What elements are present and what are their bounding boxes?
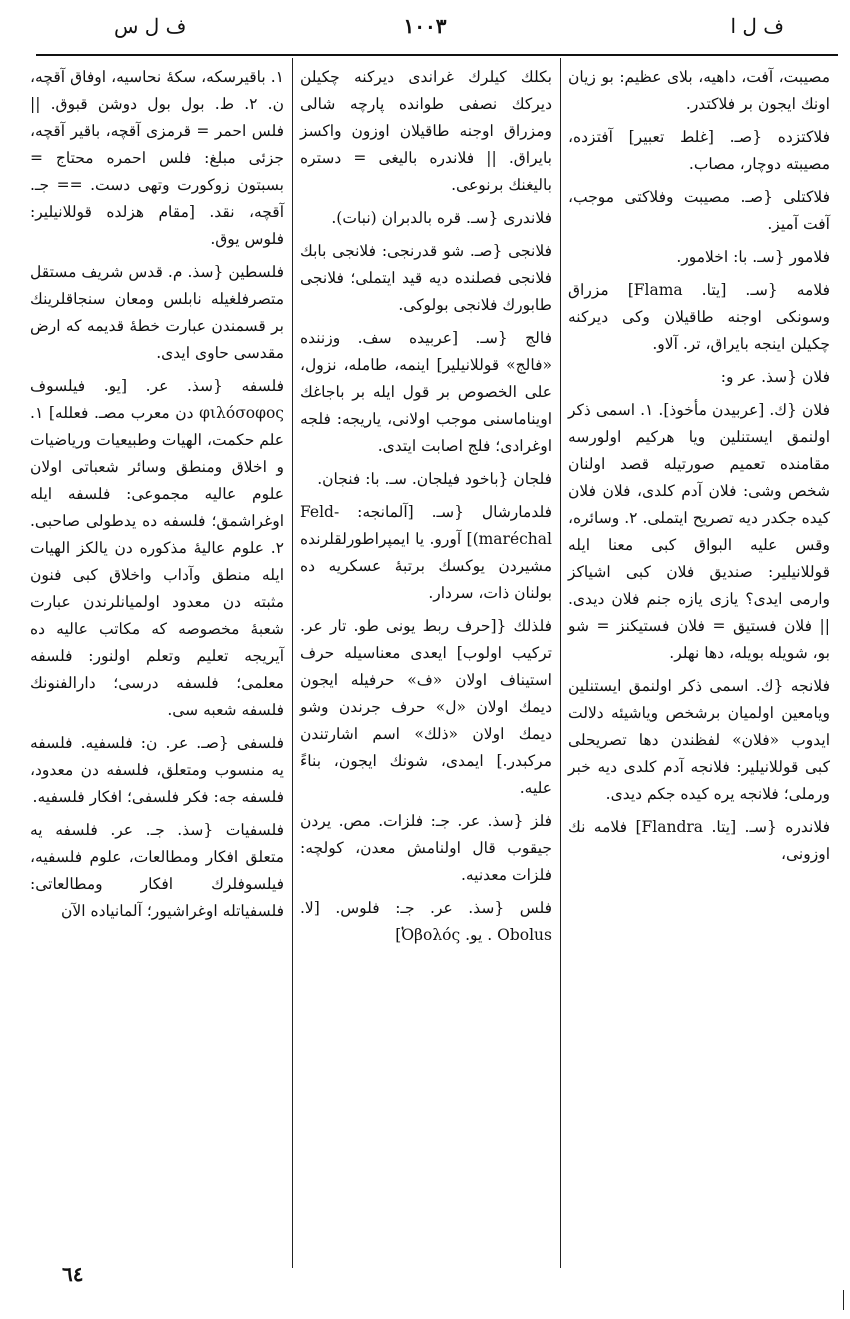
entry: فلدمارشال {سـ. [آلمانجه: Feld- (maréchal] آورو. يا ايمپراطورلقلرنده مشيردن يوكسك برتبهٔ عسكريه ده بولنان ذات، سردار. <box>300 503 552 602</box>
entry: فلاندره {سـ. [يتا. Flandra] فلامه نك اوزونى، <box>568 818 830 863</box>
entry: فلان {سذ. عر و: <box>720 368 830 386</box>
entry: فلانجه {ك. اسمى ذكر اولنمق ايستنلين ويامعين اولميان برشخص وياشيئه دلالت ايدوب «فلان» لفظندن دها تصريحلى كبى قوللانيلير: فلانجه آدم كلدى ديه خبر ورملى؛ فلانجه يره كيده جكم ديدى. <box>568 677 830 803</box>
page-edge-mark <box>843 1290 844 1310</box>
entry: فلسفى {صـ. عر. ن: فلسفيه. فلسفه يه منسوب ومتعلق، فلسفه دن معدود، فلسفه جه: فكر فلسفى؛ افكار فلسفيه. <box>30 734 284 806</box>
entry: فالج {سـ. [عربيده سف. وزننده «فالج» قوللانيلير] اينمه، طامله، نزول، على الخصوص بر قول ايله بر باجاغك اويناماسنى موجب اولانى، ياريجه: فلجه اوغرادى؛ فلج اصابت ايتدى. <box>300 329 552 455</box>
entry: فلس {سذ. عر. جـ: فلوس. [لا. Obolus . يو. Ὀβολός] <box>300 899 552 944</box>
header-rule <box>36 54 838 56</box>
column-left <box>30 64 284 931</box>
column-separator <box>292 58 293 1268</box>
entry: فلان {ك. [عربيدن مأخوذ]. ١. اسمى ذكر اولنمق ايستنلين ويا هركيم اولورسه مقامنده تعميم صورتيله قصد اولنان شخص وشى: فلان آدم كلدى، فلان فلان كيده جكدر ديه تصريح ايتملى. ٢. وسائره، وقس عليه البواق كبى معنا ايله قوللانيلير: صنديق فلان كبى اشياكز وارمى ايدى؟ يازى يازه جنم فلان ديدى. || فلان فستيق = فلان فستيكنز = شو بو، شويله بويله، دها نهلر. <box>568 401 830 662</box>
entry: فلانجى {صـ. شو قدرنجى: فلانجى بابك فلانجى فصلنده ديه قيد ايتملى؛ فلانجى طابورك فلانجى بولوكى. <box>300 242 552 314</box>
entry: فلاكتلى {صـ. مصيبت وفلاكتى موجب، آفت آميز. <box>568 188 830 233</box>
entry: فلسفه {سذ. عر. [يو. فيلسوف φιλόσοφος دن معرب مصـ. فعلله] ١. علم حكمت، الهيات وطبيعيات ورياضيات و اخلاق ومنطق وسائر شعباتى اولان علوم عاليه مجموعى: فلسفه ايله اوغراشمق؛ فلسفه ده يدطولى صاحبى. ٢. علوم عاليهٔ مذكوره دن يالكز الهيات ايله منطق وآداب واخلاق كبى فنون مثبته دن معدود اولميانلرندن عبارت شعبهٔ مخصوصه كه مكاتب عاليه ده آيريجه تعليم وتعلم اولنور: فلسفه معلمى؛ فلسفه درسى؛ دارالفنونك فلسفه شعبه سى. <box>30 377 284 719</box>
entry: بكلك كيلرك غراندى ديركنه چكيلن ديركك نصفى طوانده پارچه شالى ومزراق اوجنه طاقيلان اوزون واكسز بايراق. || فلاندره باليغى = دستره باليغنك برنوعى. <box>300 68 552 194</box>
entry: فلاكتزده {صـ. [غلط تعبير] آفتزده، مصيبته دوچار، مصاب. <box>568 128 830 173</box>
page-number: ١٠٠٣ <box>403 14 447 38</box>
entry: مصيبت، آفت، داهيه، بلاى عظيم: بو زيان اونك ايجون بر فلاكتدر. <box>568 68 830 113</box>
running-header <box>36 14 814 48</box>
entry: ١. باقيرسكه، سكهٔ نحاسيه، اوفاق آقچه، ن. ٢. ط. بول بول دوشن قبوق. || فلس احمر = قرمزى آقچه، باقير آقچه، جزئى مبلغ: فلس احمره محتاج = بسبتون زوكورت وتهى دست. == جـ. آقچه، نقد. [مقام هزلده قوللانيلير: فلوس يوق. <box>30 68 284 248</box>
entry: فلذلك {[حرف ربط يونى طو. تار عر. تركيب اولوب] ايعدى معناسيله حرف استيناف اولان «ف» حرفيله ايجون ديمك اولان «ل» حرف جرندن وشو ديمك اولان «ذلك» اسم اشارتندن مركبدر.] ايمدى، شونك ايجون، بناءً عليه. <box>300 617 552 797</box>
entry: فلسفيات {سذ. جـ. عر. فلسفه يه متعلق افكار ومطالعات، علوم فلسفيه، فيلسوفلرك افكار ومطالعاتى: فلسفياتله اوغراشيور؛ آلمانياده الآن <box>30 821 284 920</box>
entry: فلامور {سـ. با: اخلامور. <box>676 248 830 266</box>
entry: فلاندرى {سـ. قره بالدبران (نبات). <box>331 209 552 227</box>
column-separator <box>560 58 561 1268</box>
entry: فلسطين {سذ. م. قدس شريف مستقل متصرفلغيله نابلس ومعان سنجاقلرينك بر قسمندن عبارت خطهٔ قديمه كه ارض مقدسى حاوى ايدى. <box>30 263 284 362</box>
header-left: ف ل س <box>114 14 187 38</box>
entry: فلز {سذ. عر. جـ: فلزات. مص. يردن جيقوب قال اولنامش معدن، كولچه: فلزات معدنيه. <box>300 812 552 884</box>
entry: فلامه {سـ. [يتا. Flama] مزراق وسونكى اوجنه طاقيلان وكى ديركنه چكيلن اينجه بايراق، تر. آلاو. <box>568 281 830 353</box>
entry: فلجان {باخود فيلجان. سـ. با: فنجان. <box>317 470 552 488</box>
header-right: ف ل ا <box>730 14 784 38</box>
signature-mark: ٦٤ <box>62 1262 84 1286</box>
column-middle <box>300 64 552 955</box>
column-right <box>568 64 830 874</box>
